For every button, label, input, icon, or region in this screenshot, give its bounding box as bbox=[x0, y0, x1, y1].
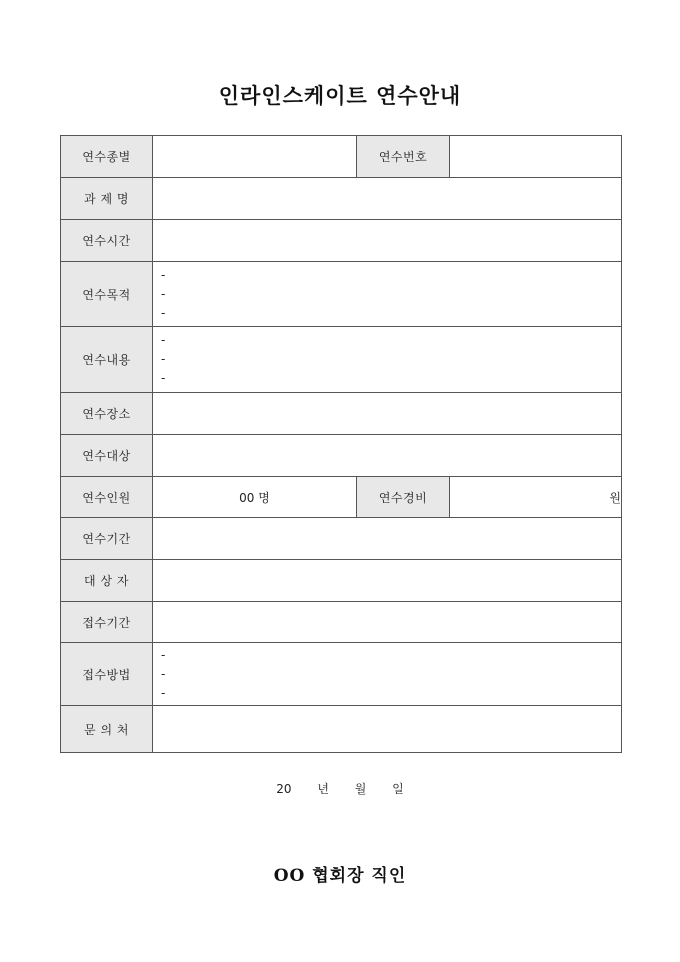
period-value[interactable] bbox=[153, 518, 622, 560]
reception-method-item: - bbox=[161, 647, 166, 662]
reception-method-label: 접수방법 bbox=[61, 643, 153, 706]
row-contact bbox=[61, 706, 622, 753]
document-title: 인라인스케이트 연수안내 bbox=[218, 83, 462, 108]
issue-date bbox=[0, 780, 680, 797]
row-content bbox=[61, 327, 622, 393]
row-reception-method bbox=[61, 643, 622, 706]
reception-method-value[interactable] bbox=[153, 643, 622, 706]
period-label: 연수기간 bbox=[61, 518, 153, 560]
headcount-label: 연수인원 bbox=[61, 477, 153, 518]
audience-label: 연수대상 bbox=[61, 435, 153, 477]
purpose-item: - bbox=[161, 286, 166, 301]
target-value[interactable] bbox=[153, 560, 622, 602]
target-label: 대 상 자 bbox=[61, 560, 153, 602]
training-info-table bbox=[60, 135, 622, 753]
contact-label: 문 의 처 bbox=[61, 706, 153, 753]
date-year-unit: 년 bbox=[317, 782, 329, 796]
content-item: - bbox=[161, 371, 166, 385]
date-year-prefix: 20 bbox=[276, 782, 292, 796]
reception-period-label: 접수기간 bbox=[61, 602, 153, 643]
content-item: - bbox=[161, 333, 166, 347]
subject-label: 과 제 명 bbox=[61, 178, 153, 220]
audience-value[interactable] bbox=[153, 435, 622, 477]
reception-period-value[interactable] bbox=[153, 602, 622, 643]
subject-value[interactable] bbox=[153, 178, 622, 220]
contact-value[interactable] bbox=[153, 706, 622, 753]
date-month-unit: 월 bbox=[354, 782, 367, 796]
content-label: 연수내용 bbox=[61, 327, 153, 393]
row-type bbox=[61, 136, 622, 178]
time-label: 연수시간 bbox=[61, 220, 153, 262]
row-time bbox=[61, 220, 622, 262]
row-headcount bbox=[61, 477, 622, 518]
place-label: 연수장소 bbox=[61, 393, 153, 435]
place-value[interactable] bbox=[153, 393, 622, 435]
row-purpose bbox=[61, 262, 622, 327]
cost-label: 연수경비 bbox=[357, 477, 450, 518]
time-value[interactable] bbox=[153, 220, 622, 262]
purpose-item: - bbox=[161, 305, 166, 320]
type-label: 연수종별 bbox=[61, 136, 153, 178]
purpose-item: - bbox=[161, 267, 166, 282]
content-item: - bbox=[161, 352, 166, 366]
content-value[interactable] bbox=[153, 327, 622, 393]
row-target bbox=[61, 560, 622, 602]
reception-method-item: - bbox=[161, 685, 166, 700]
row-reception-period bbox=[61, 602, 622, 643]
number-value[interactable] bbox=[450, 136, 622, 178]
row-subject bbox=[61, 178, 622, 220]
row-period bbox=[61, 518, 622, 560]
row-place bbox=[61, 393, 622, 435]
row-audience bbox=[61, 435, 622, 477]
type-value[interactable] bbox=[153, 136, 357, 178]
purpose-value[interactable] bbox=[153, 262, 622, 327]
signer-seal: OO 협회장 직인 bbox=[273, 866, 407, 886]
reception-method-item: - bbox=[161, 666, 166, 681]
number-label: 연수번호 bbox=[357, 136, 450, 178]
date-day-unit: 일 bbox=[392, 782, 404, 796]
headcount-value[interactable]: 00 명 bbox=[153, 477, 357, 518]
purpose-label: 연수목적 bbox=[61, 262, 153, 327]
cost-value[interactable]: 원 bbox=[450, 477, 622, 518]
